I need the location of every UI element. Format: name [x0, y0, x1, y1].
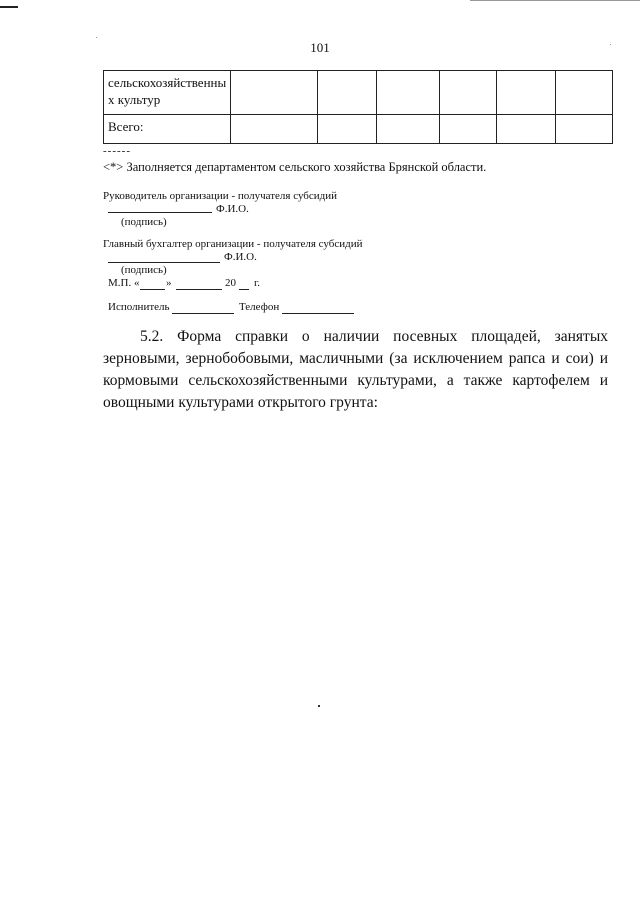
accountant-fio: Ф.И.О. — [224, 251, 257, 263]
table-cell — [318, 71, 377, 115]
table-cell — [318, 115, 377, 144]
table-cell — [231, 71, 318, 115]
head-title: Руководитель организации - получателя субсидий — [103, 190, 338, 202]
mp-prefix: М.П. « — [108, 277, 140, 289]
mp-month-line — [176, 289, 222, 290]
scan-speck — [96, 37, 97, 38]
footnote-separator: ------ — [103, 145, 131, 157]
table-cell — [497, 115, 556, 144]
table-row — [104, 115, 613, 144]
table-cell — [231, 115, 318, 144]
mp-day-line — [140, 289, 165, 290]
table-cell — [440, 115, 497, 144]
executor-label: Исполнитель — [108, 301, 170, 313]
mp-year-suffix: г. — [254, 277, 261, 289]
row-label: Всего: — [104, 115, 231, 144]
mp-year-line — [239, 289, 249, 290]
accountant-signature-line — [108, 262, 220, 263]
row-label: сельскохозяйственны х культур — [104, 71, 231, 115]
mp-quote-close: » — [166, 277, 172, 289]
table-row — [104, 71, 613, 115]
table-cell — [556, 115, 613, 144]
scan-speck — [318, 705, 320, 707]
phone-line — [282, 313, 354, 314]
table-cell — [440, 71, 497, 115]
head-sign-caption: (подпись) — [121, 216, 167, 228]
scan-speck — [610, 44, 611, 45]
table-cell — [377, 71, 440, 115]
section-5-2-paragraph: 5.2. Форма справки о наличии посевных площадей, занятых зерновыми, зернобобовыми, масличными (за исключением рапса и сои) и кормовыми сельскохозяйственными культурами, а также картофелем и овощными культурами открытого грунта: — [103, 328, 608, 411]
footnote-text: <*> Заполняется департаментом сельского хозяйства Брянской области. — [103, 160, 487, 174]
subsidy-table — [103, 70, 613, 144]
head-signature-line — [108, 212, 212, 213]
head-fio: Ф.И.О. — [216, 203, 249, 215]
mp-year: 20 — [225, 277, 236, 289]
table-cell — [377, 115, 440, 144]
phone-label: Телефон — [239, 301, 280, 313]
scan-edge-line — [470, 0, 640, 1]
accountant-sign-caption: (подпись) — [121, 264, 167, 276]
table-cell — [556, 71, 613, 115]
table-cell — [497, 71, 556, 115]
page-number: 101 — [310, 40, 330, 55]
executor-line — [172, 313, 234, 314]
accountant-title: Главный бухгалтер организации - получателя субсидий — [103, 238, 363, 250]
scan-edge-mark — [0, 6, 18, 8]
